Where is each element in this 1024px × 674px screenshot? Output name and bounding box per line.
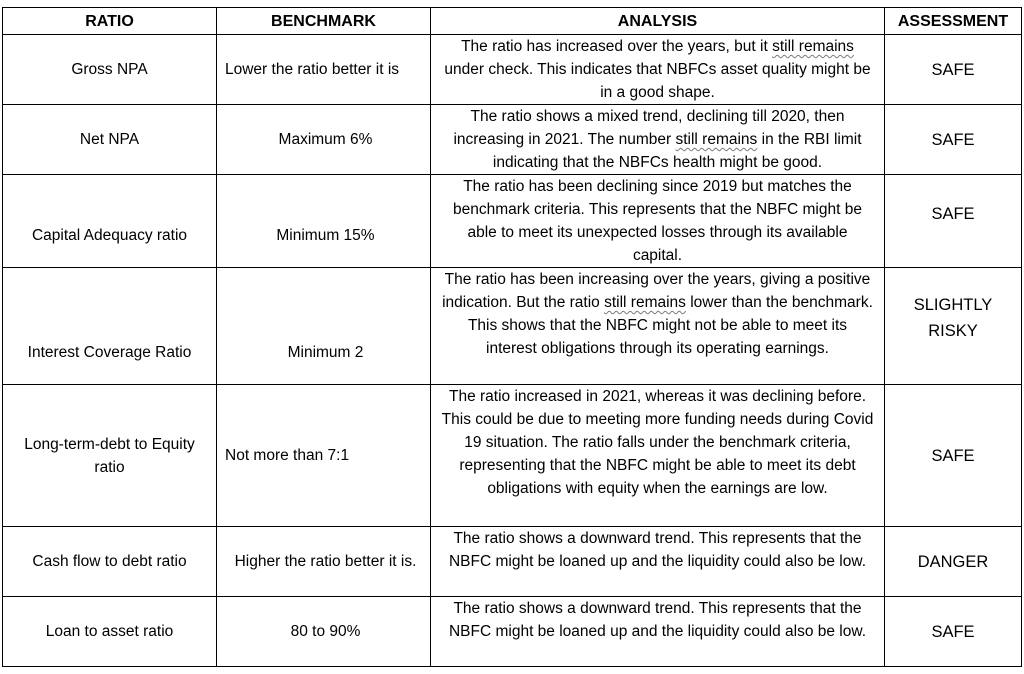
assessment-cell: SAFE: [885, 597, 1022, 667]
header-analysis: ANALYSIS: [431, 8, 885, 35]
table-row: [3, 105, 1022, 175]
analysis-cell: The ratio has increased over the years, but it still remains under check. This indicates that NBFCs asset quality might be in a good shape.: [431, 35, 885, 105]
ratio-cell: Net NPA: [3, 105, 217, 175]
ratio-cell: Gross NPA: [3, 35, 217, 105]
ratio-analysis-table: [2, 7, 1022, 667]
spellcheck-underline: still remains: [772, 38, 854, 55]
table-row: [3, 597, 1022, 667]
header-benchmark: BENCHMARK: [217, 8, 431, 35]
table-row: [3, 268, 1022, 385]
header-ratio: RATIO: [3, 8, 217, 35]
ratio-cell: Cash flow to debt ratio: [3, 527, 217, 597]
table-row: [3, 175, 1022, 268]
table-row: [3, 35, 1022, 105]
assessment-cell: SAFE: [885, 175, 1022, 268]
analysis-cell: The ratio increased in 2021, whereas it was declining before. This could be due to meeting more funding needs during Covid 19 situation. The ratio falls under the benchmark criteria, representing that the NBFC might be able to meet its debt obligations with equity when the earnings are low.: [431, 385, 885, 527]
spellcheck-underline: still remains: [604, 294, 686, 311]
assessment-cell: SAFE: [885, 35, 1022, 105]
benchmark-cell: Lower the ratio better it is: [217, 35, 431, 105]
analysis-cell: The ratio has been declining since 2019 but matches the benchmark criteria. This represents that the NBFC might be able to meet its unexpected losses through its available capital.: [431, 175, 885, 268]
benchmark-cell: Minimum 2: [217, 268, 431, 385]
ratio-cell: Long-term-debt to Equity ratio: [3, 385, 217, 527]
benchmark-cell: Not more than 7:1: [217, 385, 431, 527]
assessment-cell: DANGER: [885, 527, 1022, 597]
header-assessment: ASSESSMENT: [885, 8, 1022, 35]
table-row: [3, 385, 1022, 527]
header-row: [3, 8, 1022, 35]
ratio-cell: Interest Coverage Ratio: [3, 268, 217, 385]
analysis-cell: The ratio has been increasing over the years, giving a positive indication. But the ratio still remains lower than the benchmark. This shows that the NBFC might not be able to meet its interest obligations through its operating earnings.: [431, 268, 885, 385]
analysis-cell: The ratio shows a mixed trend, declining till 2020, then increasing in 2021. The number still remains in the RBI limit indicating that the NBFCs health might be good.: [431, 105, 885, 175]
assessment-cell: SAFE: [885, 105, 1022, 175]
ratio-cell: Capital Adequacy ratio: [3, 175, 217, 268]
assessment-cell: SLIGHTLY RISKY: [885, 268, 1022, 385]
benchmark-cell: 80 to 90%: [217, 597, 431, 667]
ratio-cell: Loan to asset ratio: [3, 597, 217, 667]
benchmark-cell: Higher the ratio better it is.: [217, 527, 431, 597]
benchmark-cell: Maximum 6%: [217, 105, 431, 175]
analysis-cell: The ratio shows a downward trend. This represents that the NBFC might be loaned up and the liquidity could also be low.: [431, 597, 885, 667]
assessment-cell: SAFE: [885, 385, 1022, 527]
table-row: [3, 527, 1022, 597]
analysis-cell: The ratio shows a downward trend. This represents that the NBFC might be loaned up and the liquidity could also be low.: [431, 527, 885, 597]
spellcheck-underline: still remains: [675, 131, 758, 148]
benchmark-cell: Minimum 15%: [217, 175, 431, 268]
